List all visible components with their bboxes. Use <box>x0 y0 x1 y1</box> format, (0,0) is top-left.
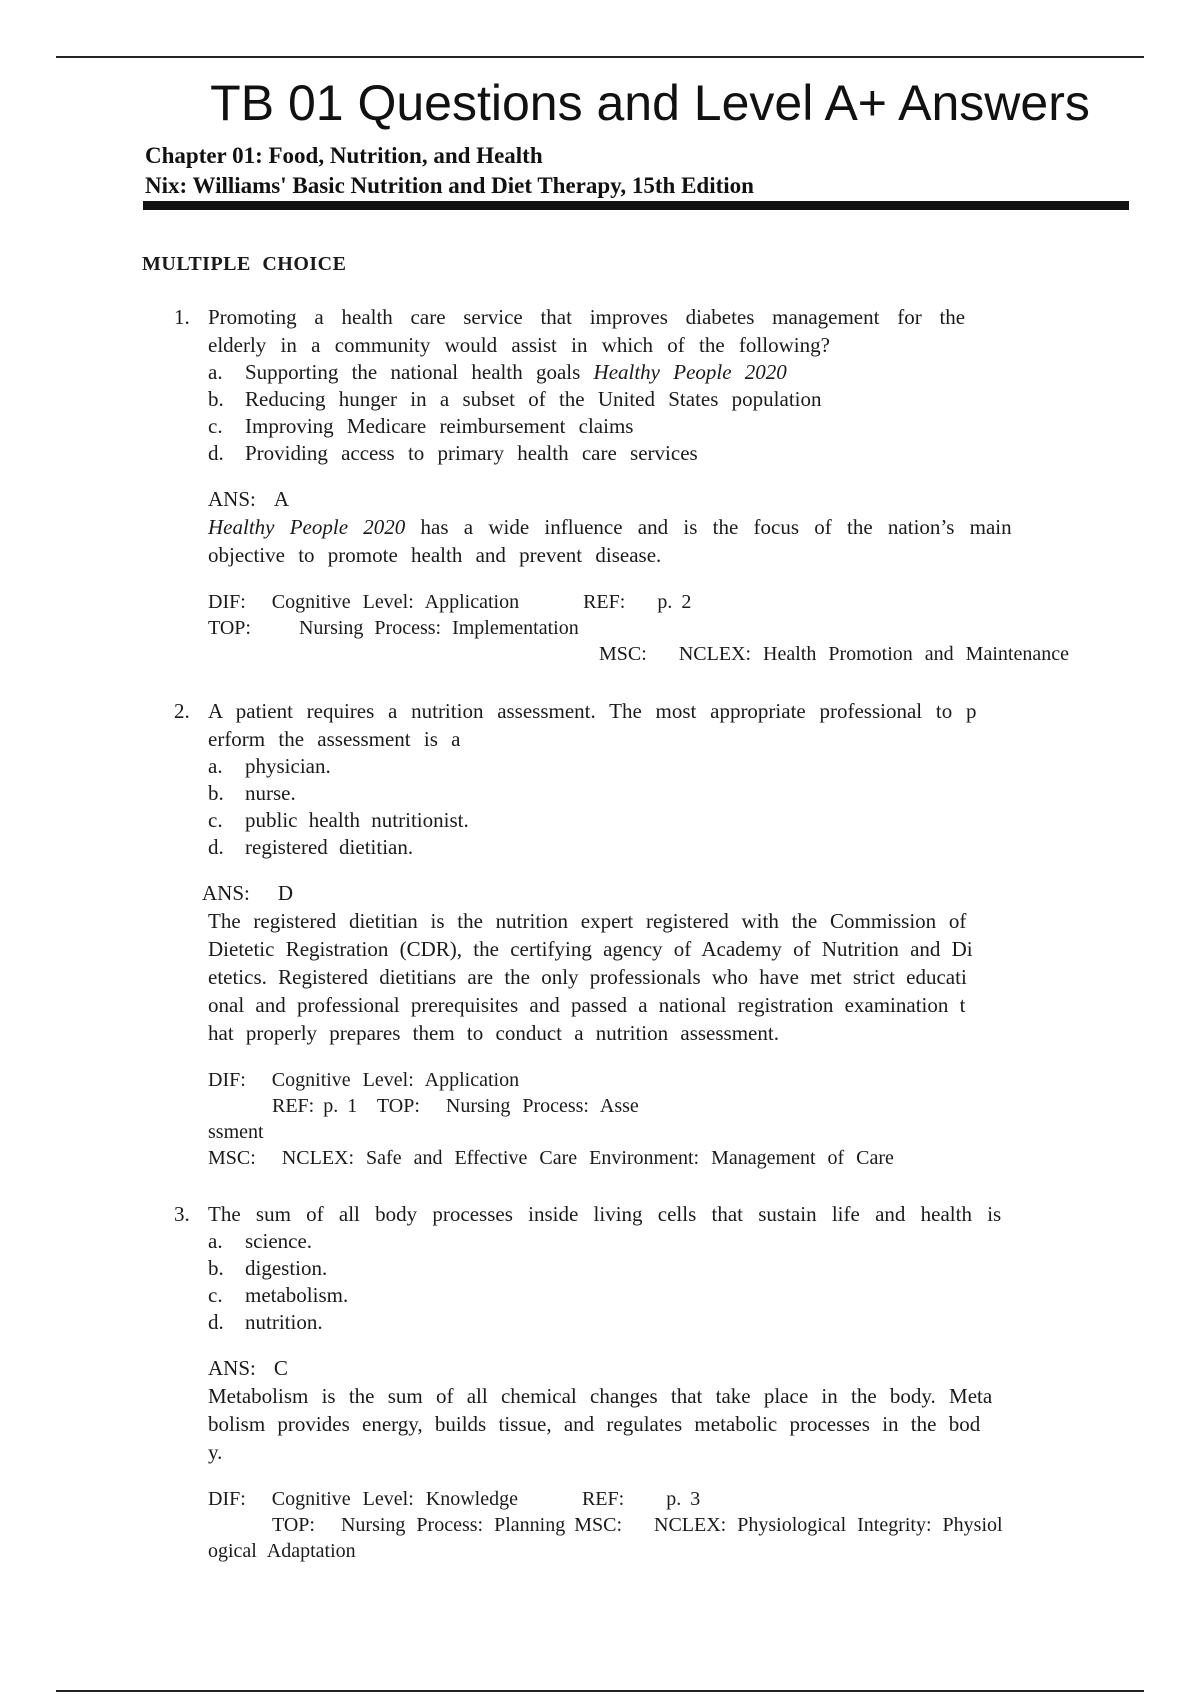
stem-line: The sum of all body processes inside living cells that sustain life and health is <box>208 1202 1002 1226</box>
msc-label: MSC: <box>599 643 647 665</box>
choice-text: Supporting the national health goals <box>245 360 594 384</box>
answer-block <box>208 1354 1124 1466</box>
top-rule <box>56 56 1144 58</box>
choice-c <box>208 1282 1124 1309</box>
dif-label: DIF: <box>208 1488 246 1510</box>
rationale-text: The registered dietitian is the nutrition expert registered with the Commission of <box>208 909 967 933</box>
ref-value: p. 3 <box>666 1488 701 1510</box>
choice-text: metabolism. <box>245 1283 349 1307</box>
choice-b <box>208 780 1124 807</box>
choice-text-italic: Healthy People 2020 <box>593 360 787 384</box>
rationale-text: etetics. Registered dietitians are the only professionals who have met strict educati <box>208 965 967 989</box>
document-title: TB 01 Questions and Level A+ Answers <box>210 75 1090 131</box>
msc-value: NCLEX: Safe and Effective Care Environment: Management of Care <box>281 1147 894 1169</box>
dif-value: Cognitive Level: Knowledge <box>271 1488 518 1510</box>
answer-label: ANS: <box>208 487 256 511</box>
choice-letter: a. <box>208 1229 223 1253</box>
choice-letter: c. <box>208 414 223 438</box>
answer-value: C <box>273 1356 288 1380</box>
top-label: TOP: <box>272 1514 315 1536</box>
choice-a <box>208 1228 1124 1255</box>
chapter-rule <box>143 201 1129 210</box>
top-value: Nursing Process: Asse <box>445 1095 639 1117</box>
answer-block <box>208 485 1124 569</box>
section-heading: MULTIPLE CHOICE <box>142 253 347 275</box>
choice-d <box>208 1309 1124 1336</box>
ref-value: p. 2 <box>657 591 692 613</box>
choice-letter: a. <box>208 754 223 778</box>
choice-letter: d. <box>208 1310 224 1334</box>
question-number: 2. <box>174 699 190 723</box>
rationale <box>208 513 1120 569</box>
choice-letter: c. <box>208 1283 223 1307</box>
rationale-italic: Healthy People 2020 <box>208 515 406 539</box>
choice-text: Reducing hunger in a subset of the United States population <box>245 387 822 411</box>
answer-label: ANS: <box>202 881 250 905</box>
choice-a <box>208 753 1124 780</box>
rationale-text: bolism provides energy, builds tissue, and regulates metabolic processes in the bod <box>208 1412 981 1436</box>
choice-text: nurse. <box>245 781 296 805</box>
choice-text: science. <box>245 1229 313 1253</box>
dif-label: DIF: <box>208 1069 246 1091</box>
answer-value: D <box>277 881 294 905</box>
rationale-text: onal and professional prerequisites and passed a national registration examination t <box>208 993 966 1017</box>
rationale-text: has a wide influence and is the focus of the nation’s main <box>405 515 1012 539</box>
msc-value-wrap: ogical Adaptation <box>208 1540 356 1562</box>
top-value-wrap: ssment <box>208 1121 264 1143</box>
question-3 <box>174 1200 1124 1564</box>
choice-text: digestion. <box>245 1256 328 1280</box>
question-stem <box>174 697 1124 753</box>
ref-label: REF: <box>583 591 626 613</box>
answer-line <box>202 879 1124 907</box>
answer-block <box>202 879 1124 1047</box>
rationale-text: Metabolism is the sum of all chemical changes that take place in the body. Meta <box>208 1384 993 1408</box>
msc-value: NCLEX: Physiological Integrity: Physiol <box>654 1514 1003 1536</box>
msc-value: NCLEX: Health Promotion and Maintenance <box>678 643 1069 665</box>
question-number: 1. <box>174 305 190 329</box>
answer-label: ANS: <box>208 1356 256 1380</box>
choice-d <box>208 834 1124 861</box>
rationale-text: hat properly prepares them to conduct a nutrition assessment. <box>208 1021 779 1045</box>
choice-text: physician. <box>245 754 331 778</box>
choice-letter: b. <box>208 1256 224 1280</box>
question-metadata <box>208 589 1124 667</box>
ref-value: p. 1 <box>323 1095 358 1117</box>
question-metadata <box>208 1067 1124 1171</box>
top-label: TOP: <box>376 1095 420 1117</box>
answer-value: A <box>273 487 290 511</box>
question-number: 3. <box>174 1202 190 1226</box>
choice-letter: d. <box>208 441 224 465</box>
book-title: Nix: Williams' Basic Nutrition and Diet Therapy, 15th Edition <box>145 173 754 198</box>
choice-text: registered dietitian. <box>245 835 414 859</box>
answer-line <box>208 1354 1124 1382</box>
choice-b <box>208 1255 1124 1282</box>
ref-label: REF: <box>272 1095 315 1117</box>
msc-label: MSC: <box>574 1514 623 1536</box>
question-metadata <box>208 1486 1124 1564</box>
msc-label: MSC: <box>208 1147 256 1169</box>
top-label: TOP: <box>208 617 251 639</box>
question-stem <box>174 303 1124 359</box>
stem-line: A patient requires a nutrition assessment. The most appropriate professional to p <box>208 699 977 723</box>
rationale <box>208 907 1120 1047</box>
rationale-text: Dietetic Registration (CDR), the certifying agency of Academy of Nutrition and Di <box>208 937 973 961</box>
choice-a <box>208 359 1124 386</box>
rationale-text: y. <box>208 1440 223 1464</box>
dif-label: DIF: <box>208 591 246 613</box>
stem-line: elderly in a community would assist in which of the following? <box>208 333 830 357</box>
chapter-title: Chapter 01: Food, Nutrition, and Health <box>145 143 543 168</box>
choice-c <box>208 413 1124 440</box>
choice-text: public health nutritionist. <box>245 808 469 832</box>
chapter-header <box>145 141 754 201</box>
question-1 <box>174 303 1124 667</box>
choice-text: Improving Medicare reimbursement claims <box>245 414 634 438</box>
rationale <box>208 1382 1120 1466</box>
ref-label: REF: <box>581 1488 625 1510</box>
choice-letter: c. <box>208 808 223 832</box>
rationale-text: objective to promote health and prevent disease. <box>208 543 662 567</box>
choice-letter: d. <box>208 835 224 859</box>
top-value: Nursing Process: Implementation <box>298 617 579 639</box>
question-stem <box>174 1200 1124 1228</box>
choice-letter: b. <box>208 781 224 805</box>
bottom-rule <box>56 1690 1144 1692</box>
choice-b <box>208 386 1124 413</box>
dif-value: Cognitive Level: Application <box>271 591 520 613</box>
choice-letter: b. <box>208 387 224 411</box>
choice-letter: a. <box>208 360 223 384</box>
dif-value: Cognitive Level: Application <box>271 1069 520 1091</box>
choice-c <box>208 807 1124 834</box>
choice-d <box>208 440 1124 467</box>
choice-text: nutrition. <box>245 1310 323 1334</box>
stem-line: Promoting a health care service that improves diabetes management for the <box>208 305 966 329</box>
question-2 <box>174 697 1124 1171</box>
choice-text: Providing access to primary health care services <box>245 441 698 465</box>
answer-line <box>208 485 1124 513</box>
stem-line: erform the assessment is a <box>208 727 461 751</box>
top-value: Nursing Process: Planning <box>340 1514 566 1536</box>
